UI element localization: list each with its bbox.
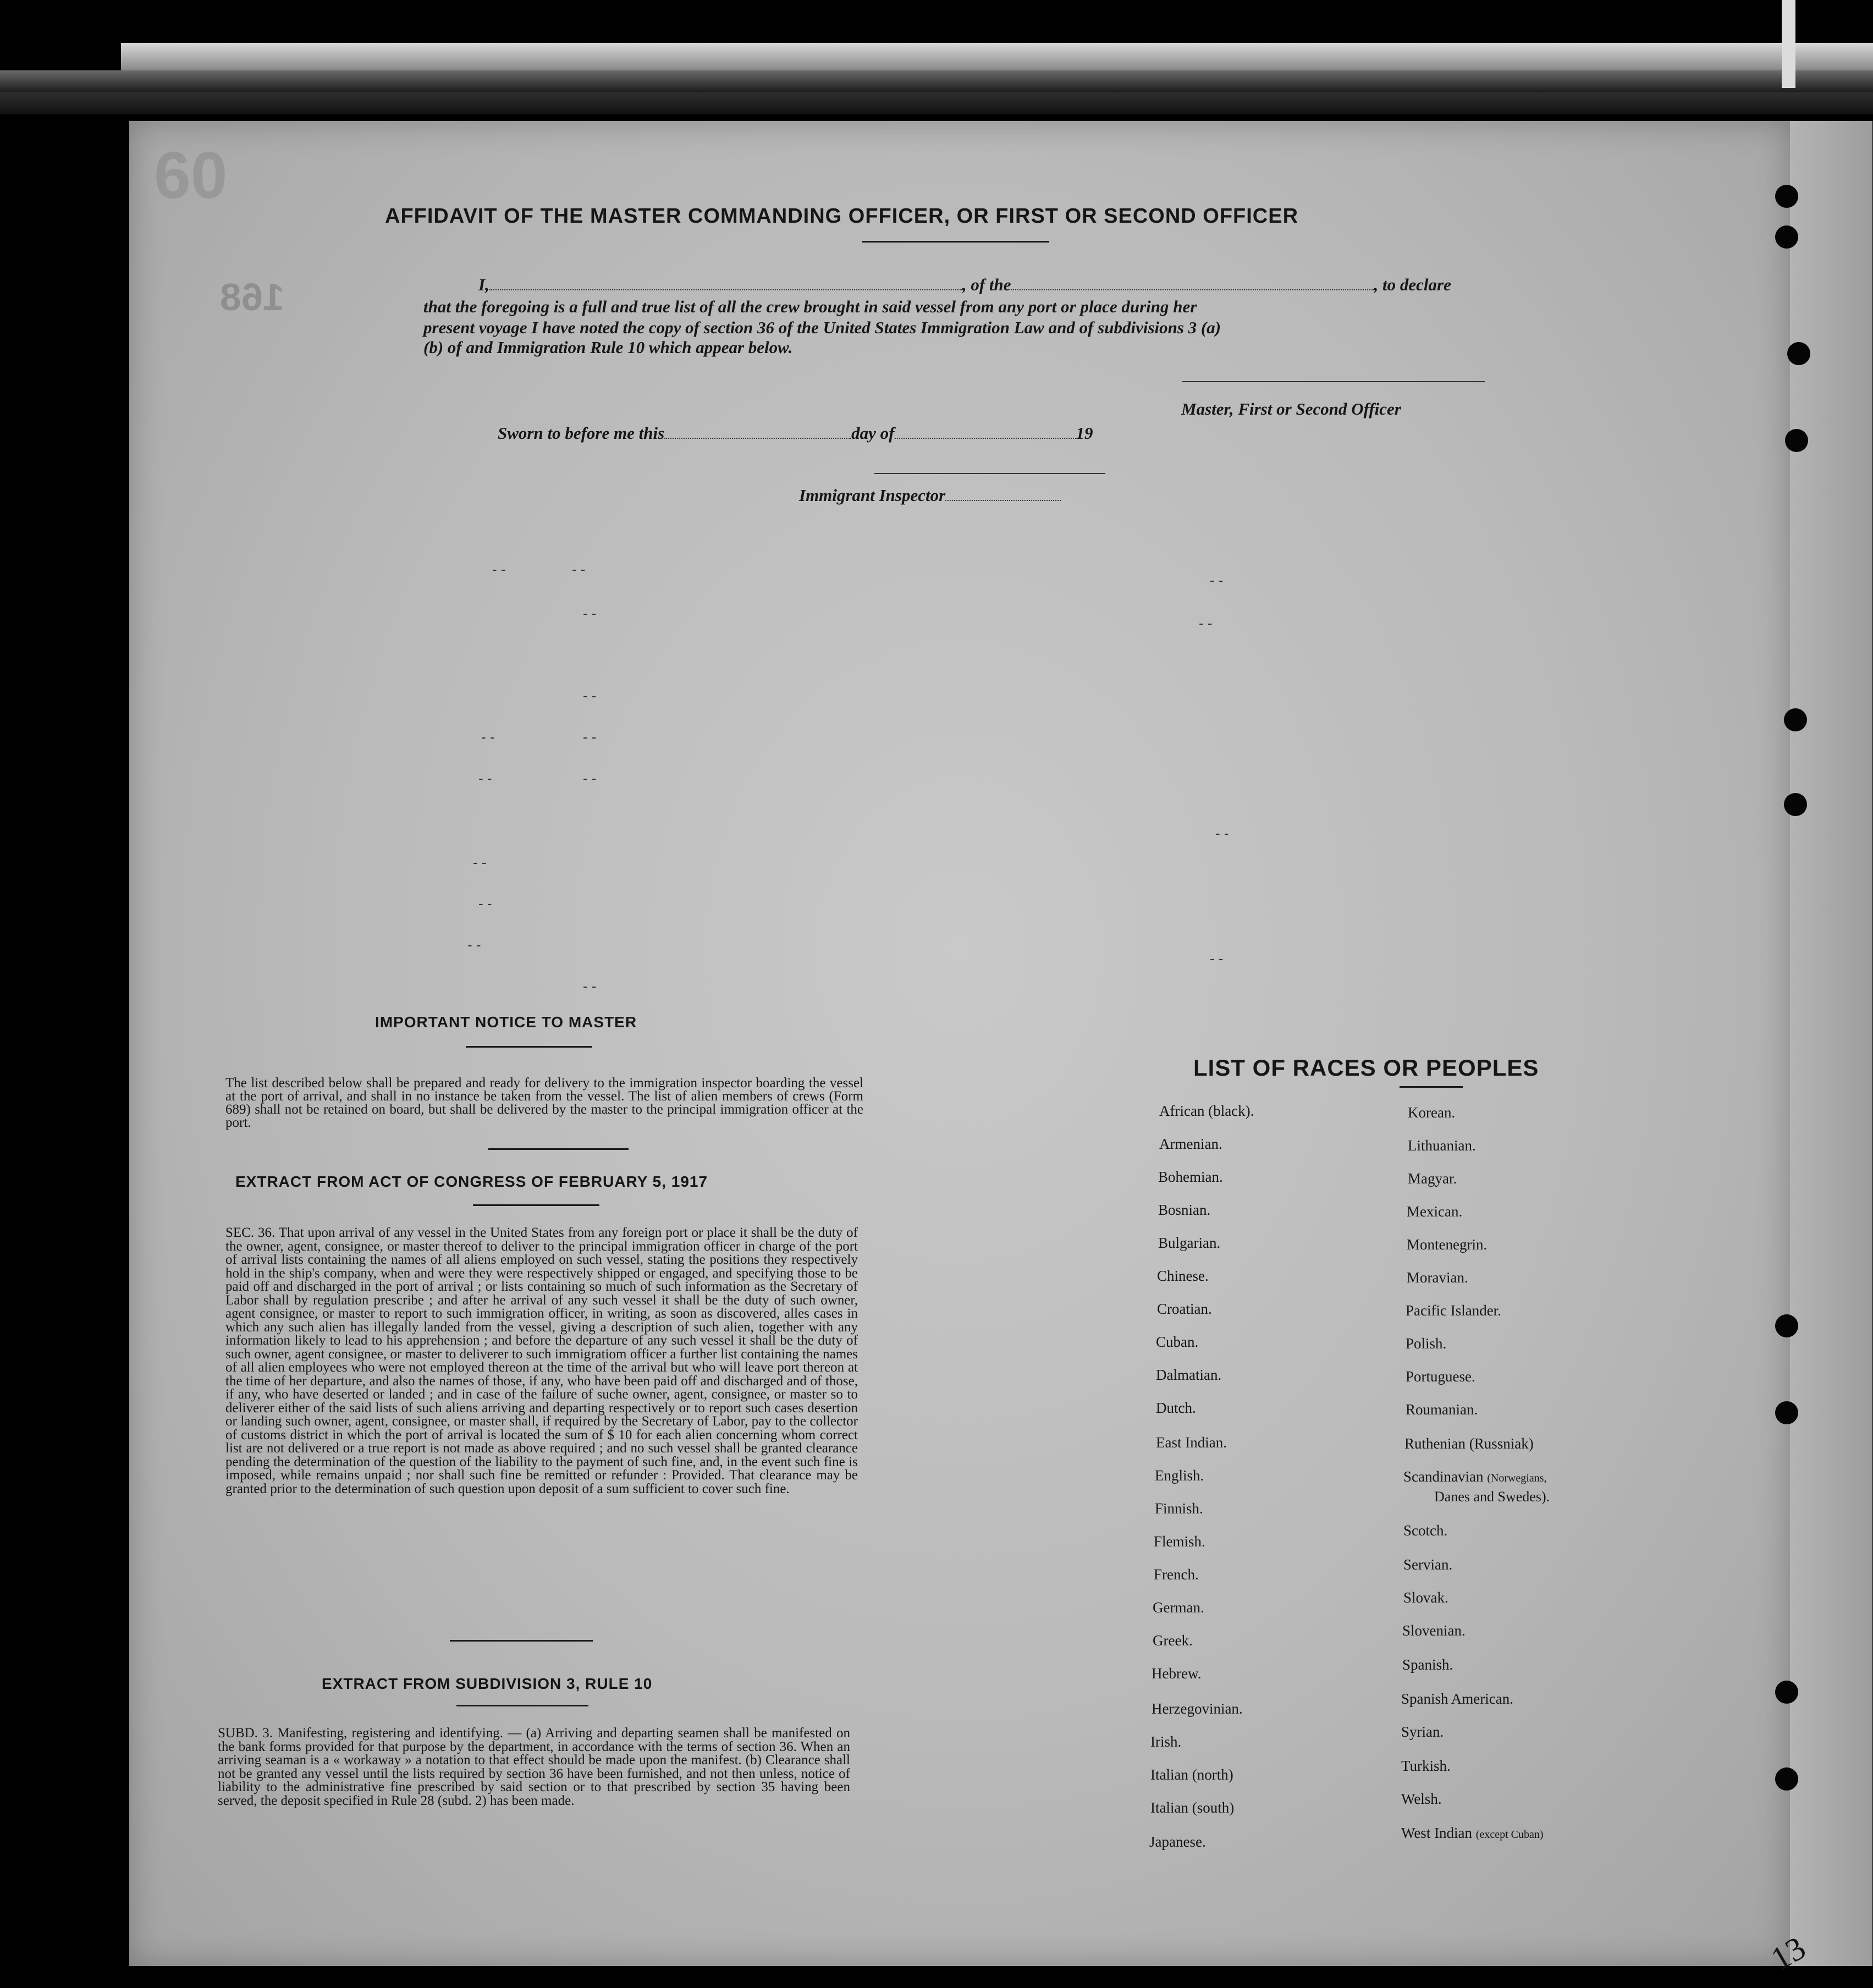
tick-mark: - -	[1210, 572, 1224, 588]
sworn-month-field[interactable]	[895, 423, 1076, 439]
race-item: Armenian.	[1159, 1136, 1222, 1152]
page-number: 13	[1765, 1929, 1812, 1978]
race-item-note	[1434, 1488, 1550, 1505]
race-item: Slovenian.	[1402, 1622, 1466, 1639]
race-item: Welsh.	[1401, 1791, 1442, 1807]
officer-name-field[interactable]	[489, 275, 962, 290]
race-item: Turkish.	[1401, 1758, 1451, 1774]
punch-hole	[1785, 429, 1808, 452]
race-item: East Indian.	[1156, 1434, 1227, 1451]
notice-divider	[488, 1148, 629, 1150]
tick-mark: - -	[1215, 825, 1229, 841]
race-item: Magyar.	[1408, 1170, 1457, 1187]
race-item: Hebrew.	[1152, 1665, 1202, 1682]
section-36-paragraph: SEC. 36. That upon arrival of any vessel in the United States from any foreign port or place it shall be the duty of the owner, agent, consignee, or master thereof to deliver to the principal immigration officer in charge of the port of arrival lists containing the names of all aliens employed on such vessel, stating the positions they respectively hold in the ship's company, when and were they were respectively shipped or engaged, and specifying those to be paid off and discharged in the port of arrival ; or lists containing so much of such information as the Secretary of Labor shall by regulation prescribe ; and after he arrival of any such vessel it shall be the duty of such owner, agent consignee, or master to report to such immigration officer, in writing, as soon as discovered, alles cases in which any such alien has illegally landed from the vessel, giving a description of such alien, together with any information likely to lead to his apprehension ; and before the departure of any such vessel it shall be the duty of such owner, agent consignee, or master to deliverer to such immigratiom officer a further list containing the names of all alien employees who were not employed thereon at the time of the arrival but who will leave port thereon at the time of her departure, and also the names of those, if any, who have been paid off and discharged and of those, if any, who have deserted or landed ; and in case of the failure of suche owner, agent, consignee, or master so to deliverer either of the said lists of such aliens arriving and departing respectively or to report such cases desertion or landing such owner, agent, consignee, or master shall, if required by the Secretary of Labor, pay to the collector of customs district in which the port of arrival is located the sum of $ 10 for each alien concerning whom correct list are not delivered or a true report is not made as above required ; and no such vessel shall be granted clearance pending the determination of the question of the liability to the payment of such fine, and, in the event such fine is imposed, while remains unpaid ; nor shall such fine be remitted or refunder : Provided. That clearance may be granted prior to the determination of such question upon deposit of a sum sufficient to cover such fine.	[225, 1225, 858, 1496]
race-item: Lithuanian.	[1408, 1137, 1476, 1154]
vessel-name-field[interactable]	[1011, 275, 1374, 290]
tick-mark: - -	[583, 605, 597, 621]
race-item: Cuban.	[1156, 1334, 1199, 1350]
punch-hole	[1775, 225, 1798, 249]
affidavit-declare-label: , to declare	[1374, 275, 1451, 294]
tick-mark: - -	[583, 770, 597, 786]
affidavit-title: AFFIDAVIT OF THE MASTER COMMANDING OFFICER, OR FIRST OR SECOND OFFICER	[385, 205, 1299, 228]
race-item: African (black).	[1159, 1103, 1254, 1119]
race-item: Polish.	[1406, 1335, 1447, 1352]
race-item-note-text: Danes and Swedes).	[1434, 1489, 1550, 1505]
master-signature-line[interactable]	[1182, 381, 1485, 382]
race-item: Mexican.	[1407, 1203, 1463, 1220]
notice-title: IMPORTANT NOTICE TO MASTER	[375, 1014, 637, 1031]
punch-hole	[1775, 1767, 1798, 1791]
race-item-label: Scandinavian	[1403, 1468, 1484, 1485]
race-item: Irish.	[1150, 1733, 1182, 1750]
affidavit-line-3: present voyage I have noted the copy of section 36 of the United States Immigration Law and of subdivisions 3 (a)	[423, 318, 1221, 337]
tick-mark: - -	[583, 687, 597, 704]
inspector-label	[799, 486, 1061, 505]
tick-mark: - -	[478, 770, 492, 786]
affidavit-line-1	[478, 275, 1451, 295]
scan-border-strip	[0, 70, 1873, 92]
race-item: Portuguese.	[1406, 1368, 1475, 1385]
race-item: Pacific Islander.	[1406, 1302, 1501, 1319]
tick-mark: - -	[481, 729, 495, 745]
race-item: Slovak.	[1403, 1589, 1448, 1606]
act-underline	[473, 1204, 599, 1206]
affidavit-line-4: (b) of and Immigration Rule 10 which appear below.	[423, 338, 793, 357]
race-item: Dalmatian.	[1156, 1367, 1222, 1383]
race-item: Flemish.	[1154, 1533, 1205, 1550]
master-label: Master, First or Second Officer	[1181, 399, 1401, 418]
tick-mark: - -	[583, 729, 597, 745]
race-item: Korean.	[1408, 1104, 1456, 1121]
bleed-through-number: 168	[220, 276, 284, 318]
race-item: German.	[1153, 1599, 1204, 1616]
race-item: Ruthenian (Russniak)	[1404, 1435, 1534, 1452]
affidavit-of-label: , of the	[962, 275, 1011, 294]
day-of-label: day of	[851, 423, 895, 443]
punch-hole	[1787, 342, 1810, 365]
punch-hole	[1784, 708, 1807, 731]
act-divider	[450, 1640, 593, 1642]
race-item-note: (Norwegians,	[1487, 1472, 1547, 1484]
tick-mark: - -	[583, 978, 597, 994]
affidavit-line-2: that the foregoing is a full and true list of all the crew brought in said vessel from any port or place during her	[423, 297, 1197, 316]
race-item: Scotch.	[1403, 1522, 1448, 1539]
race-item-label: West Indian	[1401, 1825, 1473, 1841]
races-underline	[1400, 1086, 1463, 1088]
affidavit-i-label: I,	[478, 275, 489, 294]
rule-10-underline	[456, 1705, 588, 1706]
race-item: Bohemian.	[1158, 1169, 1223, 1185]
race-item: Greek.	[1153, 1632, 1193, 1649]
tick-mark: - -	[572, 561, 586, 577]
race-item: Croatian.	[1157, 1301, 1212, 1317]
tick-mark: - -	[467, 937, 481, 953]
punch-hole	[1775, 185, 1798, 208]
subdivision-3-paragraph: SUBD. 3. Manifesting, registering and identifying. — (a) Arriving and departing seamen shall be manifested on the bank forms provided for that purpose by the department, in accordance with the terms of section 36. When an arriving seaman is a « workaway » a notation to that effect should be made upon the manifest. (b) Clearance shall not be granted any vessel until the lists required by section 36 have been furnished, and not then unless, notice of liability to the administrative fine prescribed by said section or to that prescribed by section 35 having been served, the deposit specified in Rule 28 (subd. 2) has been made.	[218, 1726, 850, 1808]
race-item: Spanish American.	[1401, 1690, 1513, 1707]
race-item: French.	[1154, 1566, 1199, 1583]
race-item-scandinavian	[1403, 1468, 1547, 1485]
race-item: Bulgarian.	[1158, 1235, 1221, 1251]
races-title: LIST OF RACES OR PEOPLES	[1193, 1055, 1539, 1081]
race-item: Italian (south)	[1150, 1799, 1235, 1816]
bleed-through-mark: 60	[154, 139, 228, 212]
inspector-field[interactable]	[945, 486, 1061, 501]
title-underline	[862, 241, 1049, 243]
race-item: Japanese.	[1149, 1833, 1206, 1850]
race-item: Montenegrin.	[1407, 1236, 1488, 1253]
race-item: Syrian.	[1401, 1723, 1444, 1740]
punch-hole	[1775, 1314, 1798, 1337]
punch-hole	[1775, 1401, 1798, 1424]
punch-hole	[1784, 793, 1807, 816]
race-item: Dutch.	[1156, 1400, 1196, 1416]
race-item: Spanish.	[1402, 1656, 1453, 1673]
tick-mark: - -	[492, 561, 506, 577]
race-item: Finnish.	[1155, 1500, 1203, 1517]
race-item: Moravian.	[1407, 1269, 1468, 1286]
notice-paragraph: The list described below shall be prepared and ready for delivery to the immigration inspector boarding the vessel at the port of arrival, and shall in no instance be taken from the vessel. The list of alien members of crews (Form 689) shall not be retained on board, but shall be delivered by the master to the principal immigration officer at the port.	[225, 1076, 863, 1130]
sworn-line	[498, 423, 1093, 443]
race-item: Roumanian.	[1406, 1401, 1478, 1418]
inspector-signature-line[interactable]	[874, 473, 1105, 474]
rule-10-title: EXTRACT FROM SUBDIVISION 3, RULE 10	[322, 1675, 653, 1692]
tick-mark: - -	[473, 854, 487, 871]
race-item-west-indian	[1401, 1825, 1544, 1842]
race-item: Herzegovinian.	[1152, 1700, 1243, 1717]
tick-mark: - -	[1210, 950, 1224, 967]
scan-border-strip	[0, 92, 1873, 114]
race-item-note: (except Cuban)	[1475, 1829, 1544, 1841]
race-item: Chinese.	[1157, 1268, 1209, 1284]
race-item: Servian.	[1403, 1556, 1453, 1573]
race-item: Italian (north)	[1150, 1766, 1233, 1783]
sworn-label: Sworn to before me this	[498, 423, 665, 443]
race-item: Bosnian.	[1158, 1202, 1211, 1218]
sworn-day-field[interactable]	[664, 423, 851, 439]
punch-hole	[1775, 1681, 1798, 1704]
year-label: 19	[1076, 423, 1093, 443]
document-edge	[1790, 121, 1872, 1966]
tick-mark: - -	[1199, 615, 1213, 631]
notice-underline	[466, 1046, 592, 1048]
scan-fold-mark	[1782, 0, 1795, 88]
tick-mark: - -	[478, 895, 492, 912]
inspector-label-text: Immigrant Inspector	[799, 486, 946, 505]
act-extract-title: EXTRACT FROM ACT OF CONGRESS OF FEBRUARY 5, 1917	[235, 1173, 708, 1190]
race-item: English.	[1155, 1467, 1204, 1484]
